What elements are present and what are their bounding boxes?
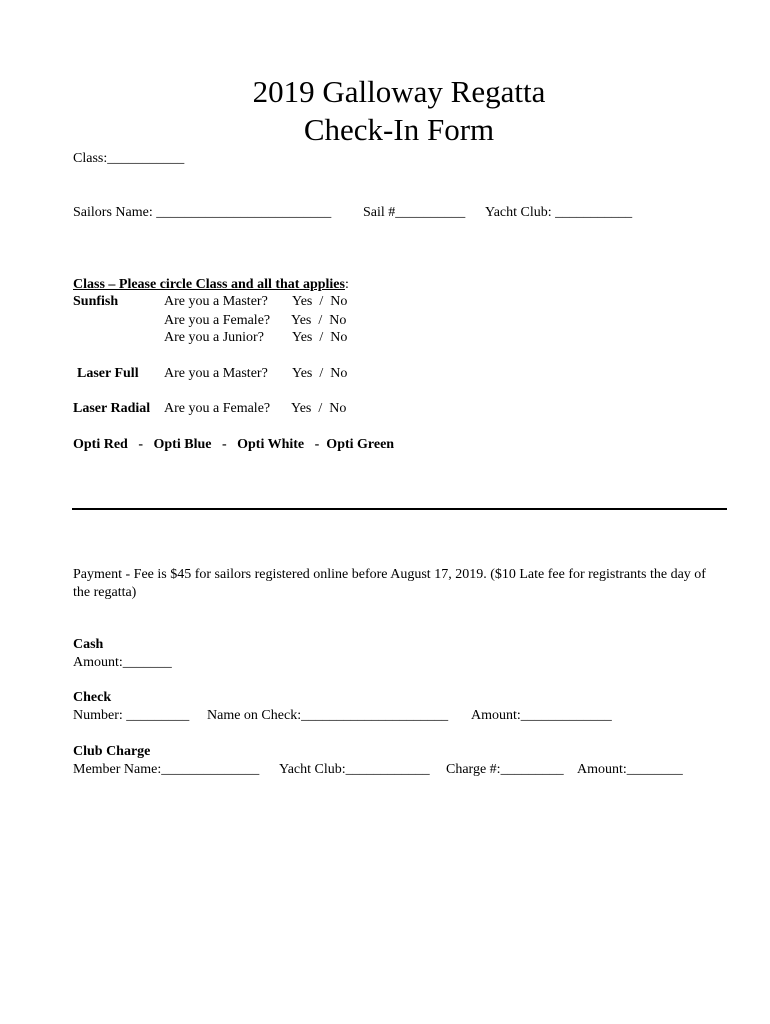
- sunfish-master-question: Are you a Master?: [164, 294, 268, 309]
- charge-number-field[interactable]: Charge #:_________: [446, 762, 564, 777]
- cash-heading: Cash: [73, 637, 104, 652]
- check-number-field[interactable]: Number: _________: [73, 708, 190, 723]
- sunfish-junior-options[interactable]: Yes / No: [292, 330, 348, 345]
- sunfish-label[interactable]: Sunfish: [73, 294, 119, 309]
- class-heading-text: Class – Please circle Class and all that applies: [73, 277, 345, 292]
- sunfish-female-options[interactable]: Yes / No: [291, 313, 347, 328]
- club-charge-yacht-club-field[interactable]: Yacht Club:____________: [279, 762, 430, 777]
- laser-radial-options[interactable]: Yes / No: [291, 401, 347, 416]
- yacht-club-field[interactable]: Yacht Club: ___________: [485, 205, 633, 220]
- opti-options[interactable]: Opti Red - Opti Blue - Opti White - Opti Green: [73, 437, 395, 452]
- sunfish-female-question: Are you a Female?: [164, 313, 271, 328]
- laser-radial-question: Are you a Female?: [164, 401, 271, 416]
- laser-full-options[interactable]: Yes / No: [292, 366, 348, 381]
- laser-full-question: Are you a Master?: [164, 366, 268, 381]
- form-title-line1: 2019 Galloway Regatta: [252, 74, 546, 109]
- sailor-name-field[interactable]: Sailors Name: _________________________: [73, 205, 332, 220]
- form-title-line2: Check-In Form: [303, 112, 495, 147]
- check-amount-field[interactable]: Amount:_____________: [471, 708, 612, 723]
- class-heading-colon: :: [344, 277, 349, 292]
- laser-full-label[interactable]: Laser Full: [77, 366, 139, 381]
- sunfish-master-options[interactable]: Yes / No: [292, 294, 348, 309]
- cash-amount-field[interactable]: Amount:_______: [73, 655, 172, 670]
- payment-description: Payment - Fee is $45 for sailors registered online before August 17, 2019. ($10 Late fee for registrants the day of the regatta): [73, 567, 706, 600]
- sail-number-field[interactable]: Sail #__________: [363, 205, 466, 220]
- sunfish-junior-question: Are you a Junior?: [164, 330, 264, 345]
- check-name-field[interactable]: Name on Check:_____________________: [207, 708, 449, 723]
- laser-radial-label[interactable]: Laser Radial: [73, 401, 151, 416]
- club-charge-heading: Club Charge: [73, 744, 151, 759]
- member-name-field[interactable]: Member Name:______________: [73, 762, 260, 777]
- section-divider: [72, 508, 727, 510]
- class-section-heading: [73, 278, 349, 292]
- class-field[interactable]: Class:___________: [73, 151, 185, 166]
- check-heading: Check: [73, 690, 112, 705]
- club-charge-amount-field[interactable]: Amount:________: [577, 762, 683, 777]
